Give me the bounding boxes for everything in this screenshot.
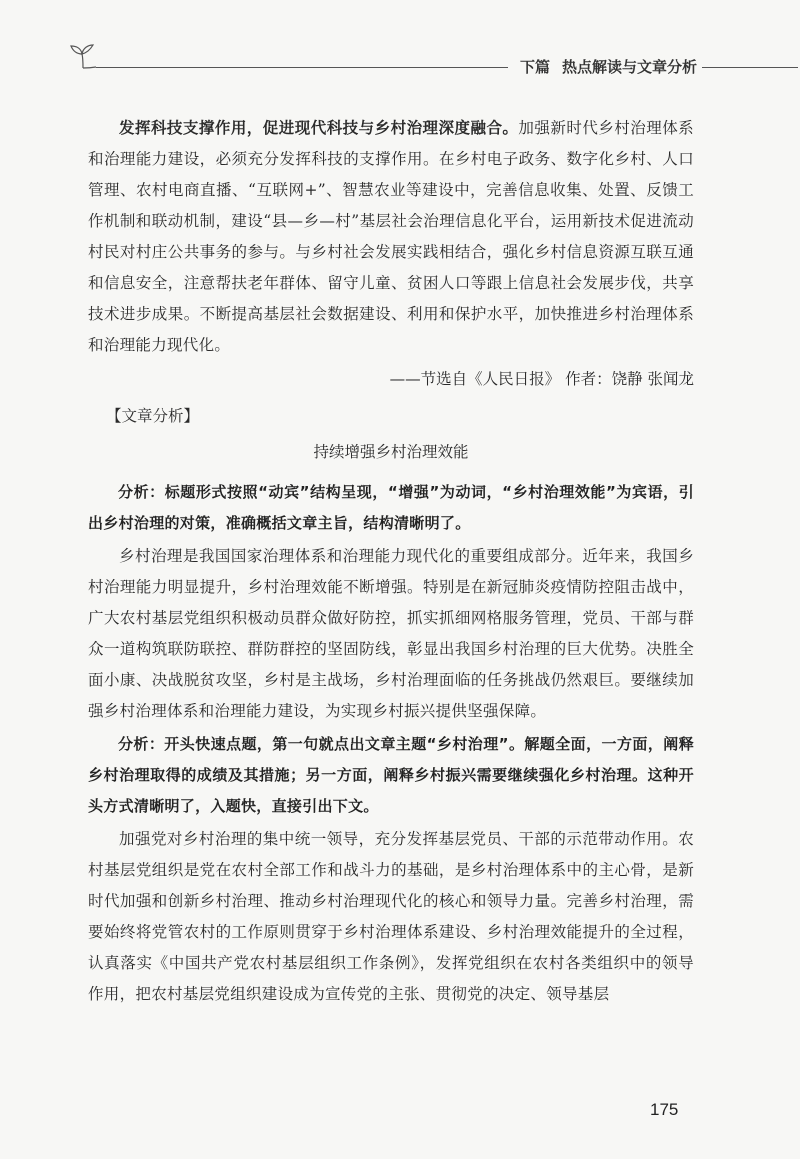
header-chapter-title: 热点解读与文章分析: [562, 58, 698, 76]
excerpt-source: ——节选自《人民日报》 作者：饶静 张闻龙: [389, 370, 694, 388]
body-paragraph: 乡村治理是我国国家治理体系和治理能力现代化的重要组成部分。近年来，我国乡村治理能力明显提升，乡村治理效能不断增强。特别是在新冠肺炎疫情防控阻击战中，广大农村基层党组织积极动员群众做好防控，抓实抓细网格服务管理，党员、干部与群众一道构筑联防联控、群防群控的坚固防线，彰显出我国乡村治理的巨大优势。决胜全面小康、决战脱贫攻坚，乡村是主战场，乡村治理面临的任务挑战仍然艰巨。要继续加强乡村治理体系和治理能力建设，为实现乡村振兴提供坚强保障。: [88, 547, 694, 720]
header-title: [520, 56, 697, 77]
excerpt-lead: 发挥科技支撑作用，促进现代科技与乡村治理深度融合。: [119, 119, 519, 137]
page-content: [88, 113, 694, 1012]
excerpt-body: 加强新时代乡村治理体系和治理能力建设，必须充分发挥科技的支撑作用。在乡村电子政务、数字化乡村、人口管理、农村电商直播、“互联网+”、智慧农业等建设中，完善信息收集、处置、反馈工作机制和联动机制，建设“县—乡—村”基层社会治理信息化平台，运用新技术促进流动村民对村庄公共事务的参与。与乡村社会发展实践相结合，强化乡村信息资源互联互通和信息安全，注意帮扶老年群体、留守儿童、贫困人口等跟上信息社会发展步伐，共享技术进步成果。不断提高基层社会数据建设、利用和保护水平，加快推进乡村治理体系和治理能力现代化。: [88, 119, 694, 354]
header-part: 下篇: [520, 58, 551, 76]
analysis-paragraph: 分析：开头快速点题，第一句就点出文章主题“乡村治理”。解题全面，一方面，阐释乡村治理取得的成绩及其措施；另一方面，阐释乡村振兴需要继续强化乡村治理。这种开头方式清晰明了，入题快，直接引出下文。: [88, 735, 694, 815]
header-rule-right: [702, 67, 798, 68]
excerpt-paragraph: [88, 113, 694, 361]
sprout-icon: [68, 40, 98, 70]
page-header: [0, 0, 800, 80]
article-title: 持续增强乡村治理效能: [313, 443, 469, 461]
section-label: 【文章分析】: [106, 407, 200, 425]
header-rule-left: [96, 67, 508, 68]
analysis-paragraph: 分析：标题形式按照“动宾”结构呈现，“增强”为动词，“乡村治理效能”为宾语，引出乡村治理的对策，准确概括文章主旨，结构清晰明了。: [88, 483, 694, 532]
page-number: 175: [650, 1100, 679, 1119]
body-paragraph: 加强党对乡村治理的集中统一领导，充分发挥基层党员、干部的示范带动作用。农村基层党组织是党在农村全部工作和战斗力的基础，是乡村治理体系中的主心骨，是新时代加强和创新乡村治理、推动乡村治理现代化的核心和领导力量。完善乡村治理，需要始终将党管农村的工作原则贯穿于乡村治理体系建设、乡村治理效能提升的全过程，认真落实《中国共产党农村基层组织工作条例》，发挥党组织在农村各类组织中的领导作用，把农村基层党组织建设成为宣传党的主张、贯彻党的决定、领导基层: [88, 830, 694, 1003]
